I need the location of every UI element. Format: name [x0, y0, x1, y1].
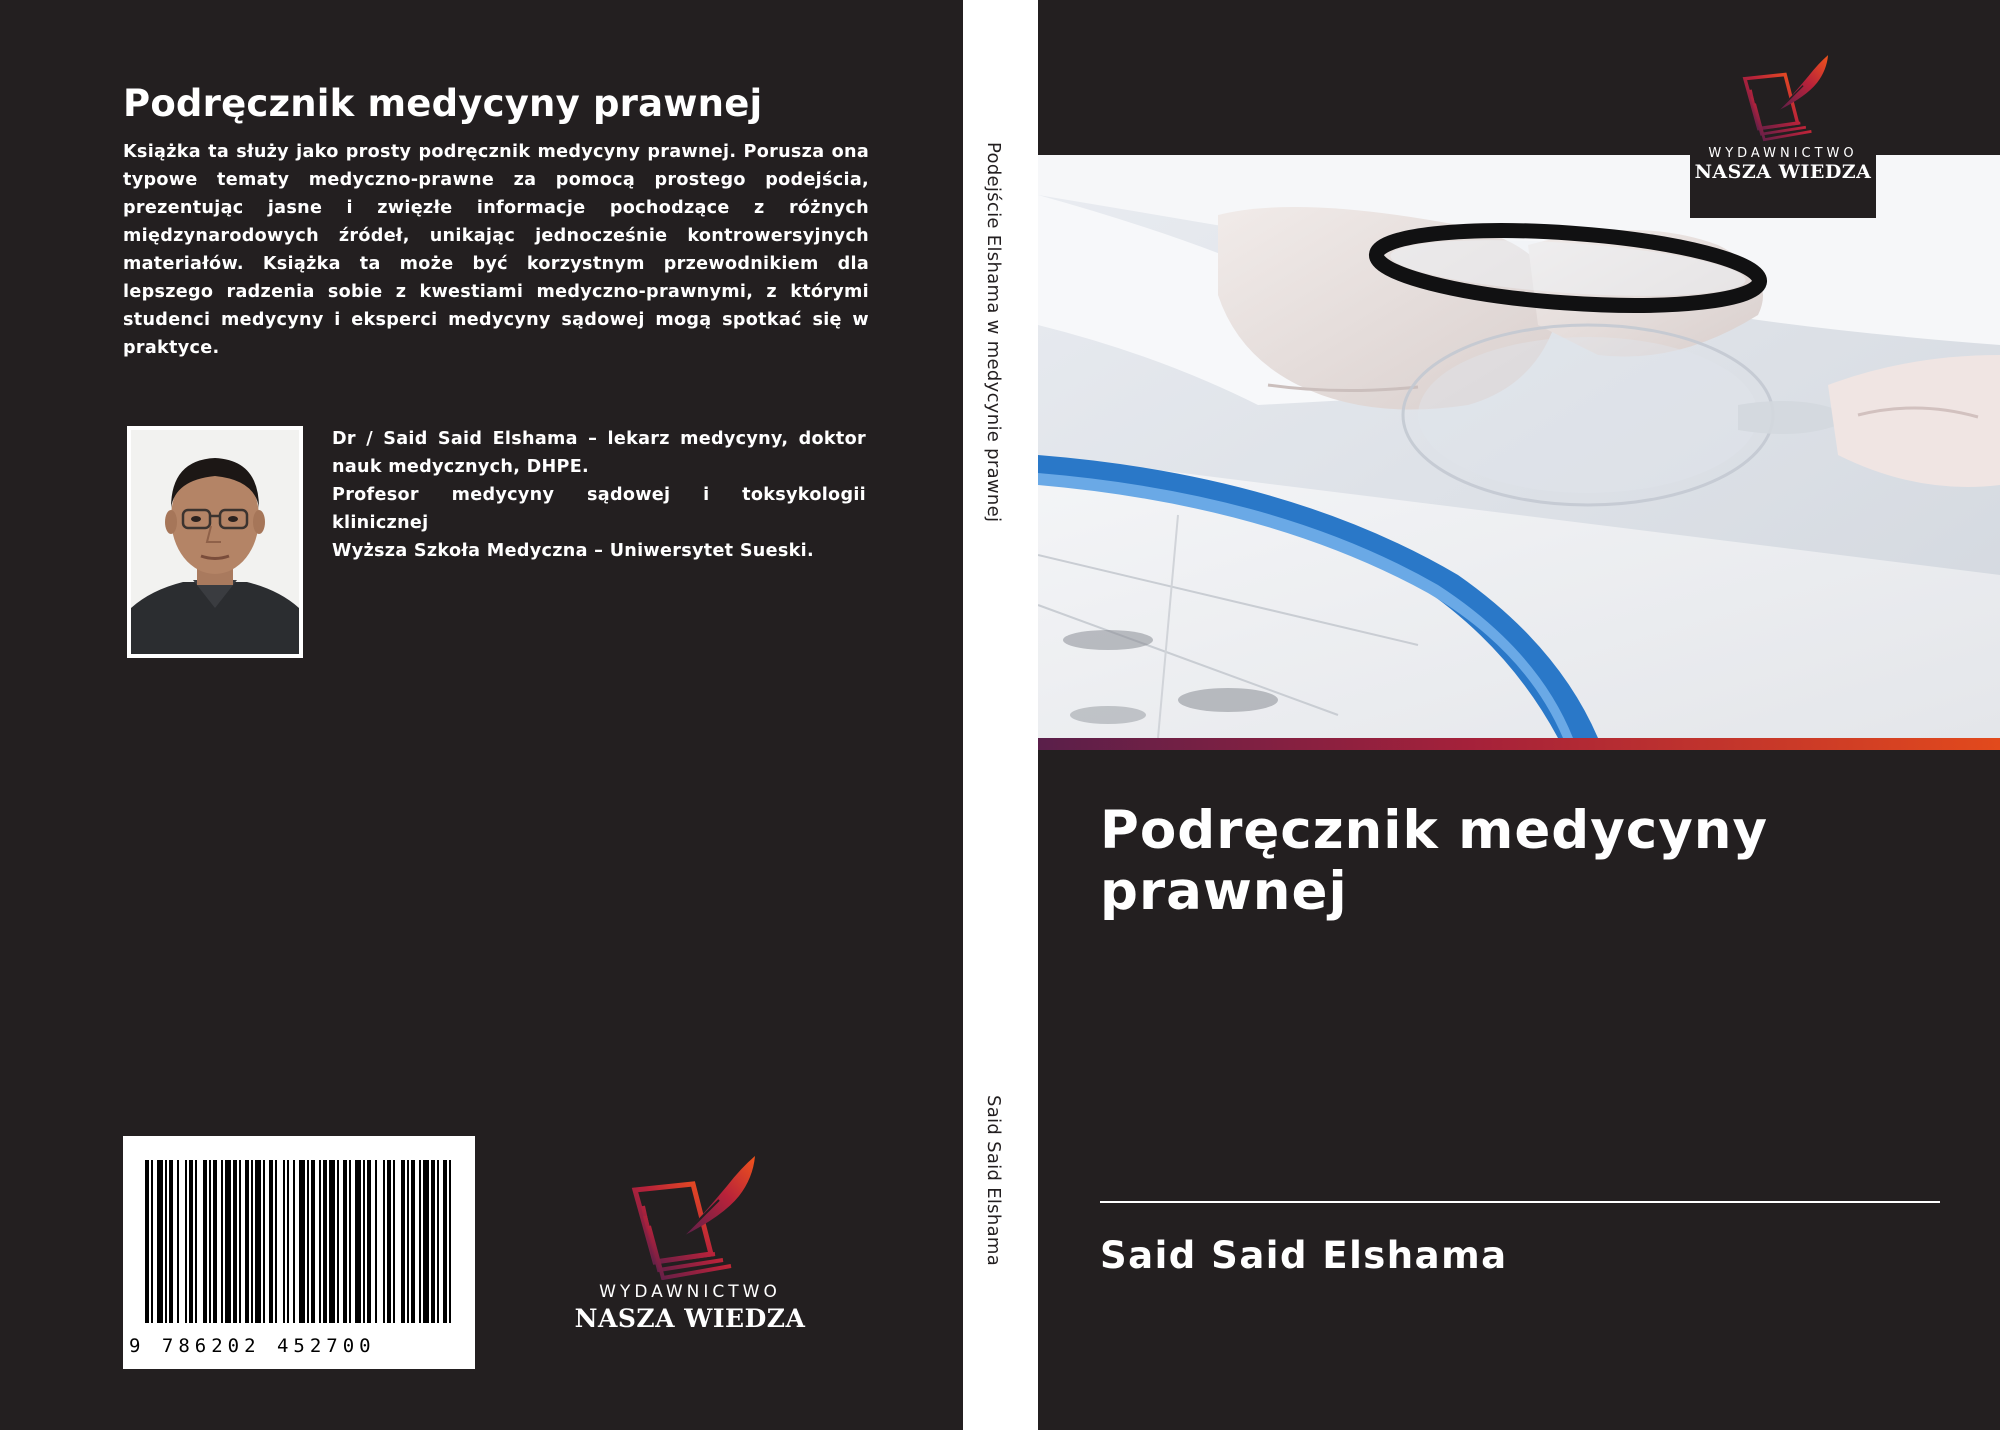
- author-bio-line: Profesor medycyny sądowej i toksykologii: [332, 485, 866, 505]
- barcode-bar: [349, 1160, 351, 1323]
- front-cover-title: Podręcznik medycyny prawnej: [1100, 800, 1769, 922]
- accent-bar: [1038, 738, 2000, 750]
- barcode-bar: [293, 1160, 295, 1323]
- barcode-bar: [437, 1160, 439, 1323]
- barcode-bar: [431, 1160, 435, 1323]
- barcode-bar: [283, 1160, 285, 1323]
- isbn-barcode: [123, 1136, 475, 1369]
- barcode-bar: [329, 1160, 335, 1323]
- barcode-bar: [449, 1160, 451, 1323]
- barcode-bar: [443, 1160, 447, 1323]
- barcode-bar: [287, 1160, 289, 1323]
- author-bio-line: Dr / Said Said Elshama – lekarz medycyny, doktor: [332, 429, 866, 449]
- barcode-bar: [319, 1160, 321, 1323]
- barcode-bar: [263, 1160, 265, 1323]
- barcode-bar: [269, 1160, 273, 1323]
- barcode-bar: [239, 1160, 241, 1323]
- barcode-bar: [367, 1160, 371, 1323]
- quill-book-icon: [1731, 48, 1835, 144]
- barcode-bar: [213, 1160, 217, 1323]
- barcode-bar: [245, 1160, 249, 1323]
- author-bio-line: klinicznej: [332, 513, 429, 533]
- author-bio-line: Wyższa Szkoła Medyczna – Uniwersytet Sueski.: [332, 541, 814, 561]
- barcode-bar: [233, 1160, 237, 1323]
- barcode-bar: [393, 1160, 395, 1323]
- cover-photo: [1038, 155, 2000, 738]
- forensic-magnifier-image: [1038, 155, 2000, 738]
- barcode-bar: [337, 1160, 339, 1323]
- front-cover-author: Said Said Elshama: [1100, 1234, 1508, 1277]
- barcode-bar: [185, 1160, 187, 1323]
- barcode-bar: [225, 1160, 231, 1323]
- barcode-bar: [311, 1160, 315, 1323]
- publisher-line-2: NASZA WIEDZA: [1694, 161, 1872, 183]
- barcode-bar: [323, 1160, 327, 1323]
- barcode-bar: [189, 1160, 193, 1323]
- back-cover-title: Podręcznik medycyny prawnej: [123, 82, 763, 125]
- publisher-line-1: WYDAWNICTWO: [1708, 146, 1858, 161]
- barcode-bar: [375, 1160, 377, 1323]
- barcode-bar: [299, 1160, 305, 1323]
- barcode-bar: [387, 1160, 391, 1323]
- barcode-bar: [423, 1160, 429, 1323]
- barcode-bar: [145, 1160, 149, 1323]
- barcode-bar: [419, 1160, 421, 1323]
- author-bio: [332, 425, 866, 565]
- barcode-bar: [407, 1160, 409, 1323]
- barcode-bar: [169, 1160, 173, 1323]
- barcode-bar: [251, 1160, 253, 1323]
- barcode-bars: [145, 1160, 453, 1323]
- publisher-logo-back: [560, 1150, 820, 1333]
- barcode-bar: [343, 1160, 347, 1323]
- barcode-bar: [157, 1160, 163, 1323]
- barcode-bar: [355, 1160, 361, 1323]
- barcode-bar: [383, 1160, 385, 1323]
- barcode-bar: [165, 1160, 167, 1323]
- author-divider: [1100, 1201, 1940, 1203]
- spine-title: Podejście Elshama w medycynie prawnej: [983, 142, 1004, 523]
- barcode-bar: [221, 1160, 223, 1323]
- isbn-number: 9 786202 452700: [129, 1335, 376, 1357]
- publisher-line-2: NASZA WIEDZA: [574, 1304, 806, 1333]
- back-cover-blurb: Książka ta służy jako prosty podręcznik medycyny prawnej. Porusza ona typowe tematy medyczno-prawne za pomocą prostego podejścia, prezentując jasne i zwięzłe informacje pochodzące z różnych międzynarodowych źródeł, unikając jednocześnie kontrowersyjnych materiałów. Książka ta może być korzystnym przewodnikiem dla lepszego radzenia sobie z kwestiami medyczno-prawnymi, z którymi studenci medycyny i eksperci medycyny sądowej mogą spotkać się w praktyce.: [123, 142, 869, 358]
- barcode-bar: [203, 1160, 207, 1323]
- barcode-bar: [151, 1160, 153, 1323]
- barcode-bar: [275, 1160, 277, 1323]
- barcode-bar: [401, 1160, 405, 1323]
- publisher-logo-front: [1690, 48, 1876, 218]
- spine-author: Said Said Elshama: [983, 1095, 1004, 1267]
- barcode-bar: [255, 1160, 261, 1323]
- publisher-line-1: WYDAWNICTWO: [599, 1282, 781, 1302]
- barcode-bar: [195, 1160, 197, 1323]
- author-bio-line: nauk medycznych, DHPE.: [332, 457, 590, 477]
- barcode-bar: [209, 1160, 211, 1323]
- barcode-bar: [307, 1160, 309, 1323]
- quill-book-icon: [615, 1150, 765, 1280]
- barcode-bar: [177, 1160, 179, 1323]
- barcode-bar: [363, 1160, 365, 1323]
- author-photo: [127, 426, 303, 658]
- author-portrait-image: [131, 430, 299, 654]
- barcode-bar: [411, 1160, 415, 1323]
